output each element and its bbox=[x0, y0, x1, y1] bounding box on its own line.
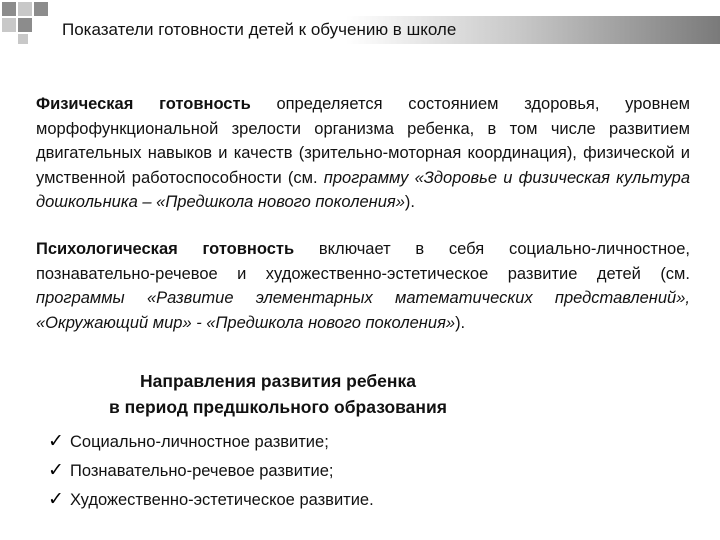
corner-square-3 bbox=[34, 2, 48, 16]
check-icon: ✓ bbox=[48, 459, 64, 481]
corner-square-1 bbox=[2, 2, 16, 16]
corner-square-5 bbox=[18, 18, 32, 32]
corner-square-6 bbox=[18, 34, 28, 44]
directions-list bbox=[48, 427, 374, 514]
corner-square-4 bbox=[2, 18, 16, 32]
psychological-readiness-end: ). bbox=[455, 313, 466, 332]
list-item-label: Художественно-эстетическое развитие. bbox=[70, 490, 374, 509]
psychological-readiness-text: включает в себя социально-личностное, познавательно-речевое и художественно-эстетическое развитие детей (см. bbox=[36, 240, 690, 283]
physical-readiness-program: программу «Здоровье и физическая культура дошкольника – «Предшкола нового поколения» bbox=[36, 168, 690, 211]
directions-title-line2: в период предшкольного образования bbox=[109, 397, 447, 417]
physical-readiness-end: ). bbox=[404, 193, 416, 211]
list-item bbox=[48, 485, 374, 514]
physical-readiness-text: определяется состоянием здоровья, уровнем морфофункциональной зрелости организма ребенка, в том числе развитием двигательных навыков и качеств (зрительно-моторная координация), физической и умственной работоспособности (см. bbox=[36, 95, 690, 187]
slide-title: Показатели готовности детей к обучению в школе bbox=[62, 20, 457, 39]
list-item-label: Социально-личностное развитие; bbox=[70, 432, 329, 451]
psychological-readiness-paragraph bbox=[36, 237, 690, 335]
corner-square-2 bbox=[18, 2, 32, 16]
directions-title-line1: Направления развития ребенка bbox=[140, 371, 416, 391]
psychological-readiness-term: Психологическая готовность bbox=[36, 240, 295, 258]
check-icon: ✓ bbox=[48, 488, 64, 510]
list-item bbox=[48, 427, 374, 456]
physical-readiness-term: Физическая готовность bbox=[36, 95, 251, 113]
list-item bbox=[48, 456, 374, 485]
check-icon: ✓ bbox=[48, 430, 64, 452]
psychological-readiness-programs: программы «Развитие элементарных математических представлений», «Окружающий мир» - «Предшкола нового поколения» bbox=[36, 289, 690, 332]
list-item-label: Познавательно-речевое развитие; bbox=[70, 461, 334, 480]
physical-readiness-paragraph bbox=[36, 92, 690, 215]
